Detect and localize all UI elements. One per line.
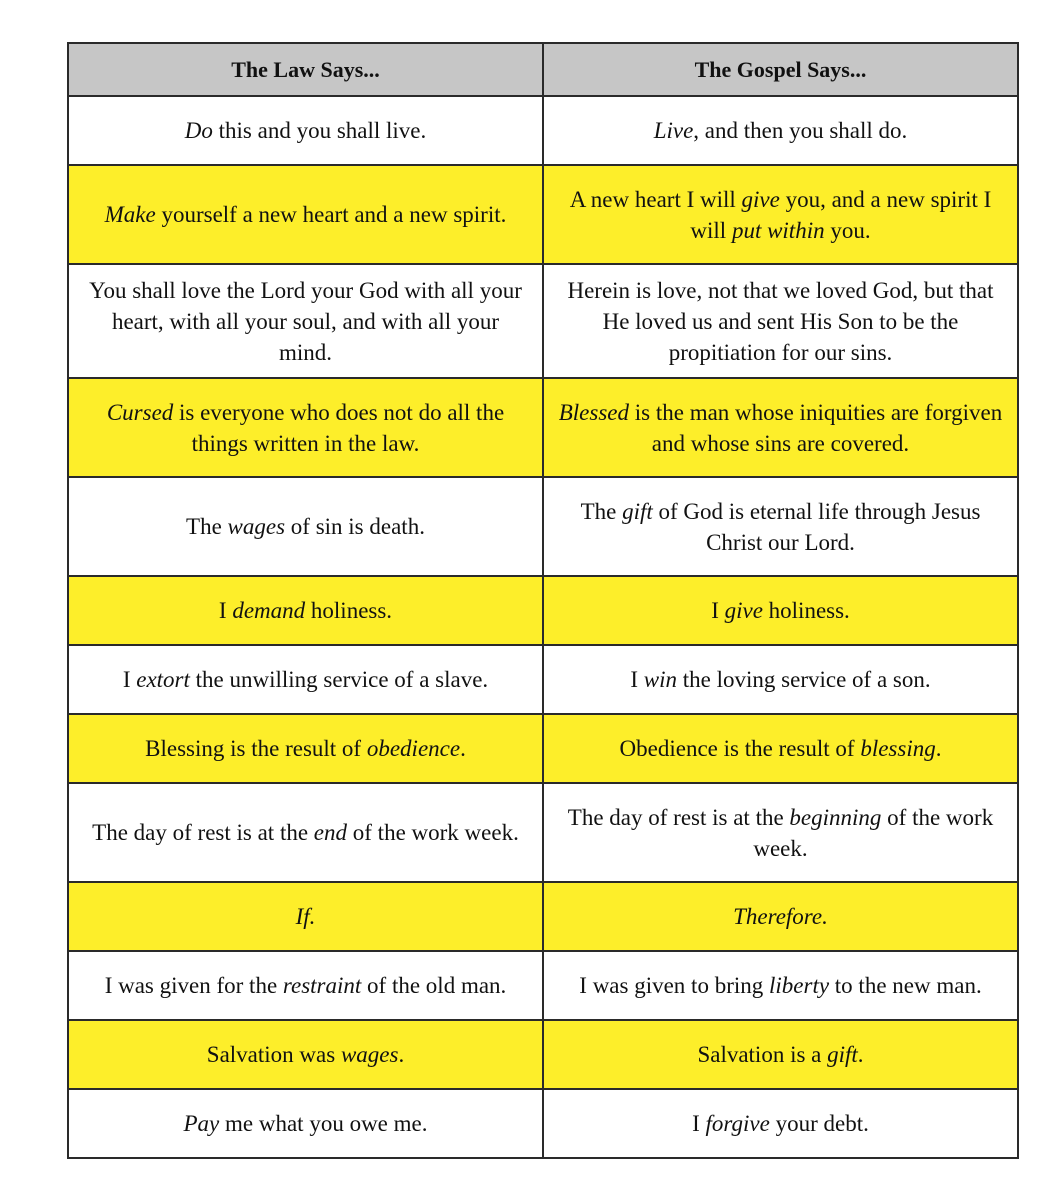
emphasized-text: Cursed: [106, 399, 174, 425]
table-row: [68, 951, 1018, 1020]
law-cell: [68, 165, 543, 264]
table-row: [68, 165, 1018, 264]
cell-text: Herein is love, not that we loved God, but that He loved us and sent His Son to be the propitiation for our sins.: [567, 277, 994, 365]
table-body: [68, 96, 1018, 1158]
gospel-cell: [543, 882, 1018, 951]
cell-text: of God is eternal life through Jesus Christ our Lord.: [652, 498, 981, 555]
cell-text: your debt.: [769, 1111, 869, 1136]
emphasized-text: wages: [227, 514, 286, 539]
law-cell: [68, 714, 543, 783]
law-cell: [68, 264, 543, 378]
cell-text: , and then you shall do.: [693, 118, 908, 143]
law-cell: [68, 882, 543, 951]
header-gospel: The Gospel Says...: [543, 43, 1018, 96]
emphasized-text: blessing: [860, 736, 936, 761]
cell-text: I: [692, 1111, 706, 1136]
emphasized-text: restraint: [282, 973, 362, 998]
law-cell: [68, 1020, 543, 1089]
emphasized-text: Do: [184, 118, 213, 143]
cell-text: of the work week.: [753, 804, 994, 861]
emphasized-text: put within: [731, 217, 825, 243]
emphasized-text: end: [313, 820, 348, 845]
cell-text: I: [711, 598, 725, 623]
cell-text: of the work week.: [347, 820, 519, 845]
table-row: [68, 1089, 1018, 1158]
emphasized-text: obedience: [366, 736, 461, 761]
cell-text: I: [630, 667, 644, 692]
cell-text: .: [398, 1042, 405, 1067]
gospel-cell: [543, 714, 1018, 783]
cell-text: you.: [824, 217, 871, 243]
table-row: [68, 96, 1018, 165]
gospel-cell: [543, 576, 1018, 645]
emphasized-text: give: [724, 598, 763, 623]
law-cell: [68, 96, 543, 165]
table-row: [68, 576, 1018, 645]
cell-text: .: [460, 736, 466, 761]
emphasized-text: gift: [827, 1042, 858, 1067]
law-cell: [68, 1089, 543, 1158]
emphasized-text: Pay: [183, 1111, 220, 1136]
emphasized-text: give: [741, 186, 780, 212]
cell-text: A new heart I will: [569, 186, 742, 212]
cell-text: .: [935, 736, 942, 761]
cell-text: to the new man.: [829, 973, 982, 998]
cell-text: the loving service of a son.: [677, 667, 931, 692]
table-row: [68, 264, 1018, 378]
law-cell: [68, 951, 543, 1020]
header-row: [68, 43, 1018, 96]
cell-text: Blessing is the result of: [145, 736, 367, 761]
table-row: [68, 714, 1018, 783]
law-cell: [68, 645, 543, 714]
cell-text: I: [218, 598, 233, 623]
gospel-cell: [543, 1089, 1018, 1158]
gospel-cell: [543, 96, 1018, 165]
cell-text: The: [580, 498, 623, 524]
cell-text: is the man whose iniquities are forgiven and whose sins are covered.: [629, 399, 1003, 456]
table-row: [68, 378, 1018, 477]
cell-text: you, and a new spirit I will: [690, 186, 992, 243]
cell-text: Obedience is the result of: [619, 736, 861, 761]
cell-text: this and you shall live.: [212, 118, 427, 143]
cell-text: The: [186, 514, 228, 539]
emphasized-text: demand: [232, 598, 306, 623]
cell-text: You shall love the Lord your God with all your heart, with all your soul, and with all your mind.: [89, 277, 522, 365]
cell-text: I was given for the: [104, 973, 283, 998]
cell-text: I: [122, 667, 137, 692]
cell-text: of the old man.: [361, 973, 507, 998]
emphasized-text: liberty: [769, 973, 830, 998]
table-row: [68, 882, 1018, 951]
cell-text: The day of rest is at the: [567, 804, 790, 830]
emphasized-text: Blessed: [558, 399, 629, 425]
gospel-cell: [543, 264, 1018, 378]
law-cell: [68, 783, 543, 882]
table-row: [68, 1020, 1018, 1089]
cell-text: Salvation is a: [697, 1042, 828, 1067]
gospel-cell: [543, 783, 1018, 882]
emphasized-text: Live: [653, 118, 694, 143]
gospel-cell: [543, 378, 1018, 477]
gospel-cell: [543, 165, 1018, 264]
table-row: [68, 783, 1018, 882]
header-law: The Law Says...: [68, 43, 543, 96]
cell-text: me what you owe me.: [219, 1111, 428, 1136]
cell-text: of sin is death.: [285, 514, 425, 539]
cell-text: I was given to bring: [579, 973, 769, 998]
cell-text: holiness.: [762, 598, 850, 623]
emphasized-text: gift: [622, 498, 653, 524]
emphasized-text: forgive: [705, 1111, 770, 1136]
table-header: [68, 43, 1018, 96]
law-gospel-comparison-table: [67, 42, 1019, 1159]
cell-text: .: [857, 1042, 864, 1067]
law-cell: [68, 576, 543, 645]
gospel-cell: [543, 645, 1018, 714]
emphasized-text: wages: [340, 1042, 399, 1067]
cell-text: the unwilling service of a slave.: [189, 667, 489, 692]
table-row: [68, 645, 1018, 714]
gospel-cell: [543, 951, 1018, 1020]
table-row: [68, 477, 1018, 576]
cell-text: yourself a new heart and a new spirit.: [155, 202, 507, 227]
cell-text: holiness.: [305, 598, 393, 623]
emphasized-text: extort: [136, 667, 190, 692]
emphasized-text: Make: [104, 202, 156, 227]
gospel-cell: [543, 1020, 1018, 1089]
cell-text: The day of rest is at the: [92, 820, 314, 845]
gospel-cell: [543, 477, 1018, 576]
law-cell: [68, 378, 543, 477]
emphasized-text: win: [643, 667, 678, 692]
law-cell: [68, 477, 543, 576]
emphasized-text: beginning: [789, 804, 882, 830]
emphasized-text: Therefore.: [733, 904, 828, 929]
cell-text: Salvation was: [206, 1042, 341, 1067]
cell-text: is everyone who does not do all the things written in the law.: [173, 399, 505, 456]
emphasized-text: If.: [295, 904, 316, 929]
